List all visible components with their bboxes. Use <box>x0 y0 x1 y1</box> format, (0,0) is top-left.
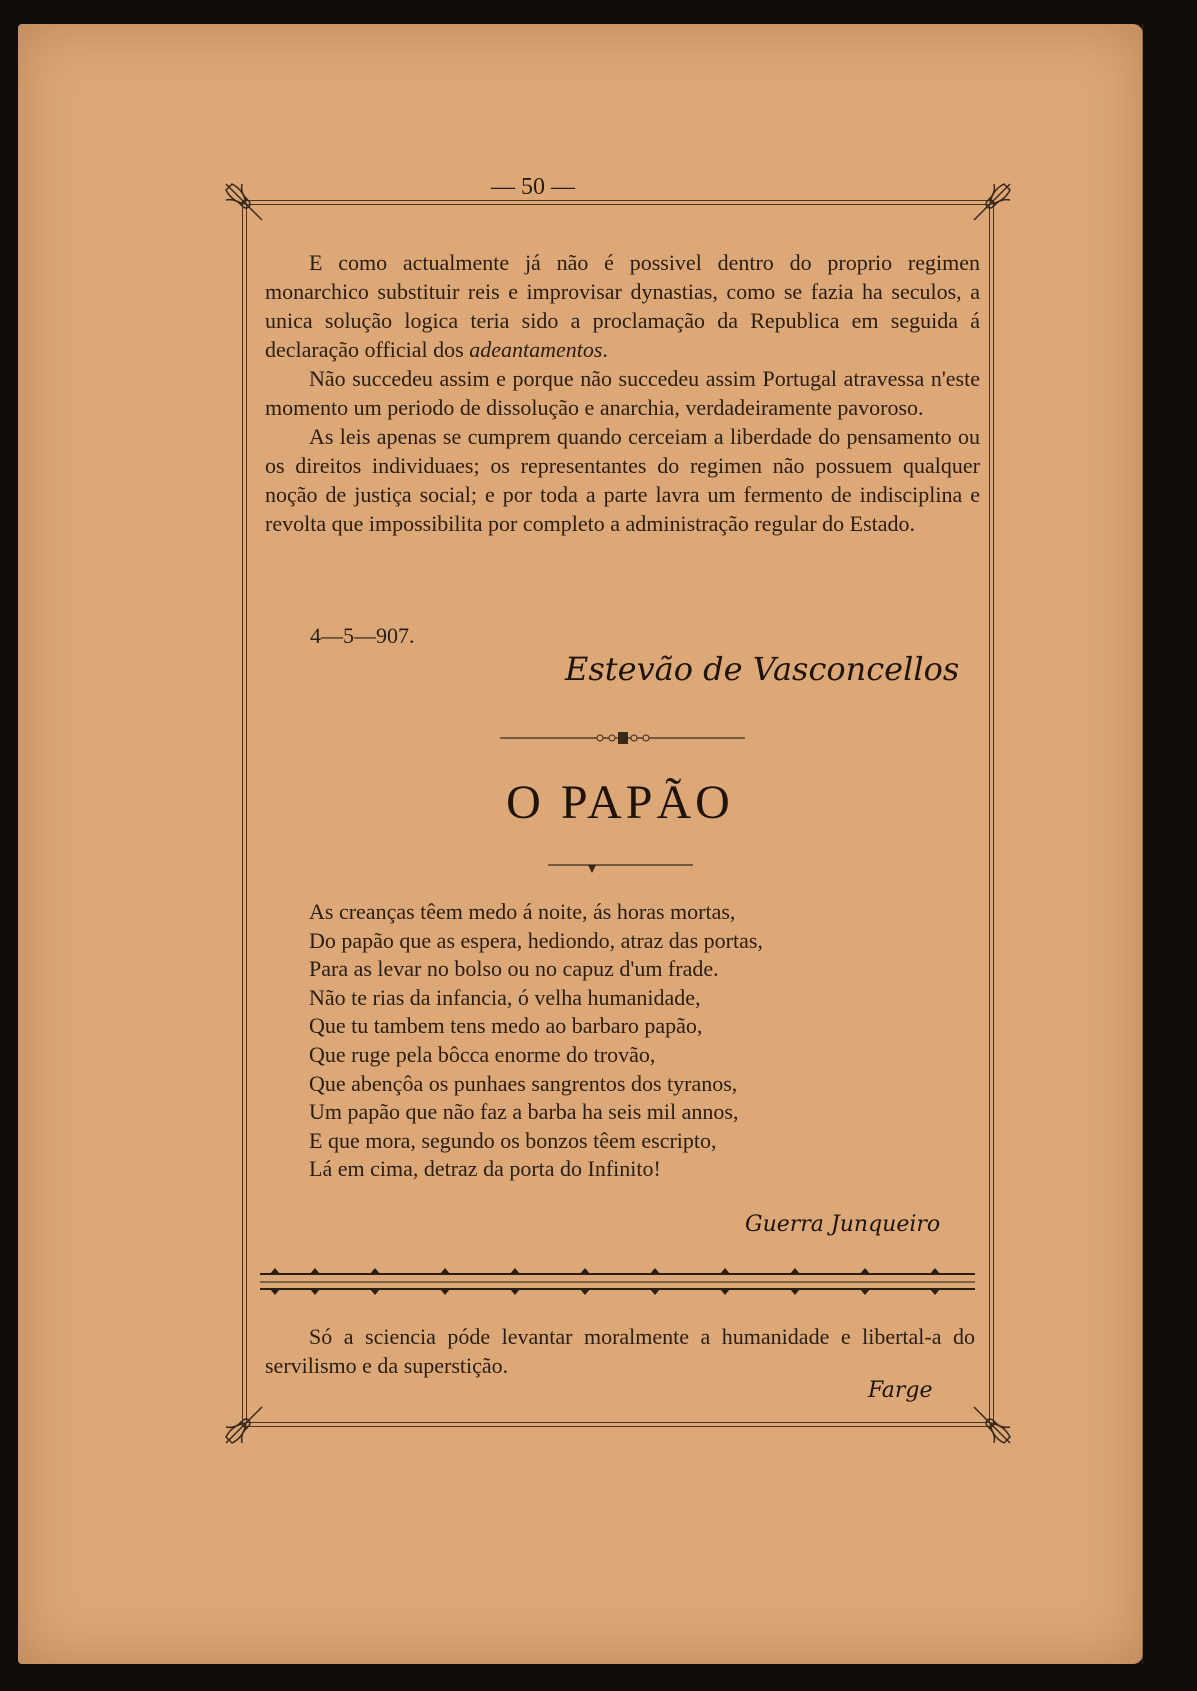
article-body <box>265 248 980 538</box>
article-paragraph: As leis apenas se cumprem quando cerceiam a liberdade do pensamento ou os direitos individuaes; os representantes do regimen não possuem qualquer noção de justiça social; e por toda a parte lavra um fermento de indisciplina e revolta que impossibilita por completo a administração regular do Estado. <box>265 424 980 536</box>
poem-stanza <box>309 898 763 1184</box>
poem-line: Lá em cima, detraz da porta do Infinito! <box>309 1156 661 1182</box>
double-rule-ornament <box>260 1262 975 1304</box>
poem-line: Que abençôa os punhaes sangrentos dos tyranos, <box>309 1070 738 1096</box>
quote-text: Só a sciencia póde levantar moralmente a humanidade e libertal-a do servilismo e da superstição. <box>265 1324 975 1378</box>
poem-line: Não te rias da infancia, ó velha humanidade, <box>309 984 701 1010</box>
ornamental-divider <box>500 730 745 746</box>
corner-ornament-icon <box>222 180 268 226</box>
article-signature: Estevão de Vasconcellos <box>565 650 960 688</box>
corner-ornament-icon <box>222 1401 268 1447</box>
article-date: 4—5—907. <box>310 623 415 648</box>
page-number: — 50 — <box>491 174 575 200</box>
corner-ornament-icon <box>968 180 1014 226</box>
poem-signature: Guerra Junqueiro <box>745 1212 941 1237</box>
poem-line: Para as levar no bolso ou no capuz d'um frade. <box>309 956 719 982</box>
poem-title: O PAPÃO <box>506 776 734 829</box>
poem-line: E que mora, segundo os bonzos têem escripto, <box>309 1127 717 1153</box>
quote-body <box>265 1322 975 1380</box>
poem-line: Que tu tambem tens medo ao barbaro papão, <box>309 1013 703 1039</box>
article-paragraph: E como actualmente já não é possivel dentro do proprio regimen monarchico substituir reis e improvisar dynastias, como se fazia ha seculos, a unica solução logica teria sido a proclamação da Republica em seguida á declaração official dos adeantamentos. <box>265 250 980 362</box>
poem-line: Um papão que não faz a barba ha seis mil annos, <box>309 1099 739 1125</box>
article-paragraph: Não succedeu assim e porque não succedeu assim Portugal atravessa n'este momento um periodo de dissolução e anarchia, verdadeiramente pavoroso. <box>265 366 980 420</box>
page-gutter <box>1142 24 1143 1664</box>
corner-ornament-icon <box>968 1401 1014 1447</box>
poem-line: As creanças têem medo á noite, ás horas mortas, <box>309 899 736 924</box>
short-divider <box>548 860 693 874</box>
quote-signature: Farge <box>868 1378 933 1403</box>
poem-line: Que ruge pela bôcca enorme do trovão, <box>309 1041 656 1067</box>
poem-line: Do papão que as espera, hediondo, atraz das portas, <box>309 927 763 953</box>
